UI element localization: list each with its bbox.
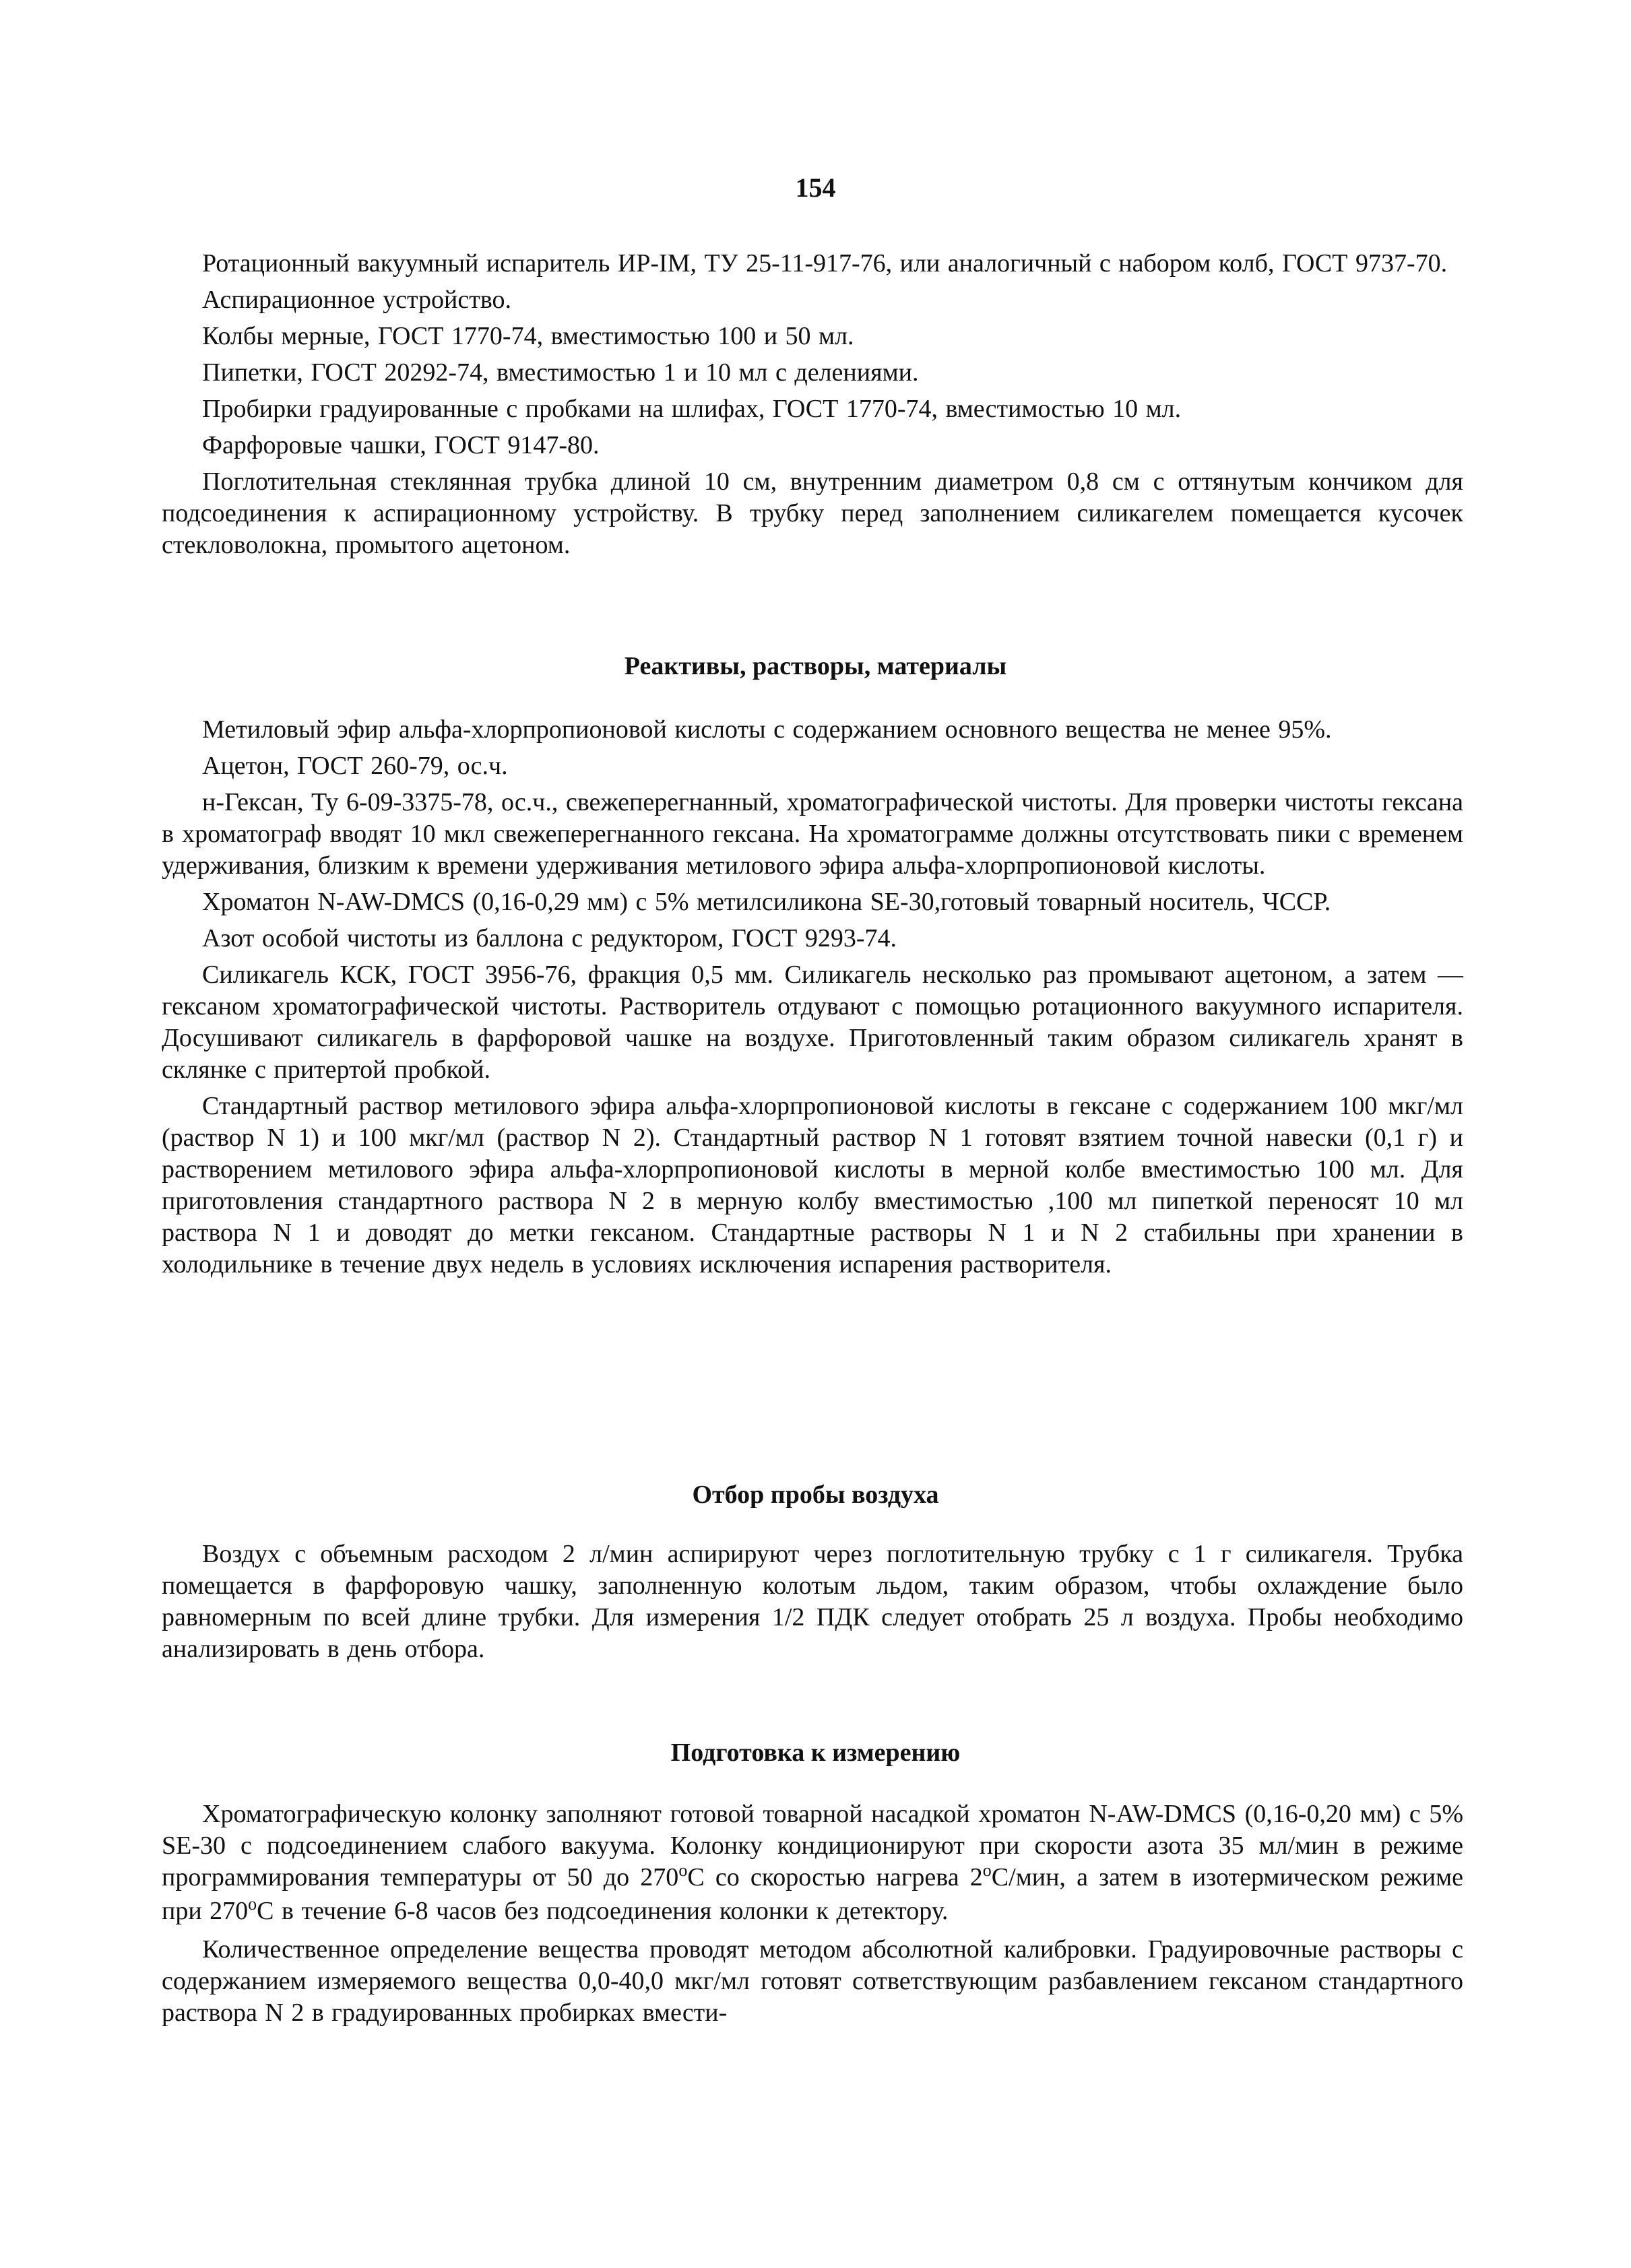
section-heading-reagents: Реактивы, растворы, материалы <box>624 652 1007 680</box>
section-heading-sampling: Отбор пробы воздуха <box>692 1481 939 1509</box>
preparation-section <box>162 1799 1463 2034</box>
text-run: С в течение 6-8 часов без подсоединения колонки к детектору. <box>257 1897 949 1925</box>
degree-superscript: о <box>982 1860 992 1880</box>
equipment-item: Фарфоровые чашки, ГОСТ 9147-80. <box>202 431 600 459</box>
reagent-paragraph: Стандартный раствор метилового эфира альфа-хлорпропионовой кислоты в гексане с содержанием 100 мкг/мл (раствор N 1) и 100 мкг/мл (раствор N 2). Стандартный раствор N 1 готовят взятием точной навески (0,1 г) и растворением метилового эфира альфа-хлорпропионовой кислоты в мерной колбе вместимостью 100 мл. Для приготовления стандартного раствора N 2 в мерную колбу вместимостью ,100 мл пипеткой переносят 10 мл раствора N 1 и доводят до метки гексаном. Стандартные растворы N 1 и N 2 стабильны при хранении в холодильнике в течение двух недель в условиях исключения испарения растворителя. <box>162 1092 1463 1278</box>
equipment-item: Поглотительная стеклянная трубка длиной 10 см, внутренним диаметром 0,8 см с оттянутым кончиком для подсоединения к аспирационному устройству. В трубку перед заполнением силикагелем помещается кусочек стекловолокна, промытого ацетоном. <box>162 467 1463 559</box>
reagent-paragraph: Азот особой чистоты из баллона с редуктором, ГОСТ 9293-74. <box>202 924 897 952</box>
equipment-item: Пробирки градуированные с пробками на шлифах, ГОСТ 1770-74, вместимостью 10 мл. <box>202 395 1182 423</box>
reagents-section <box>162 714 1463 1285</box>
equipment-item: Пипетки, ГОСТ 20292-74, вместимостью 1 и 10 мл с делениями. <box>202 358 919 387</box>
text-run: С/мин, а затем в изотермическом режиме при 270 <box>162 1863 1464 1925</box>
reagent-paragraph: Хроматон N-AW-DMCS (0,16-0,29 мм) с 5% метилсиликона SE-30,готовый товарный носитель, ЧССР. <box>202 888 1331 916</box>
reagent-paragraph: Силикагель КСК, ГОСТ 3956-76, фракция 0,5 мм. Силикагель несколько раз промывают ацетоном, а затем — гексаном хроматографической чистоты. Растворитель отдувают с помощью ротационного вакуумного испарителя. Досушивают силикагель в фарфоровой чашке на воздухе. Приготовленный таким образом силикагель хранят в склянке с притертой пробкой. <box>162 961 1463 1084</box>
sampling-paragraph: Воздух с объемным расходом 2 л/мин аспирируют через поглотительную трубку с 1 г силикагеля. Трубка помещается в фарфоровую чашку, заполненную колотым льдом, таким образом, чтобы охлаждение было равномерным по всей длине трубки. Для измерения 1/2 ПДК следует отобрать 25 л воздуха. Пробы необходимо анализировать в день отбора. <box>162 1540 1463 1663</box>
degree-superscript: о <box>678 1860 688 1880</box>
text-run: Хроматографическую колонку заполняют готовой товарной насадкой хроматон N-AW-DMCS (0,16-0,20 мм) с 5% SE-30 с подсоединением слабого вакуума. Колонку кондиционируют при скорости азота 35 мл/мин в режиме программирования температуры от 50 до 270 <box>162 1800 1463 1891</box>
equipment-item: Аспирационное устройство. <box>202 286 512 314</box>
sampling-section <box>162 1538 1463 1670</box>
page-number: 154 <box>795 172 836 203</box>
degree-superscript: о <box>248 1894 257 1914</box>
text-run: С со скоростью нагрева 2 <box>687 1863 983 1891</box>
equipment-item: Колбы мерные, ГОСТ 1770-74, вместимостью 100 и 50 мл. <box>202 322 854 350</box>
equipment-item: Ротационный вакуумный испаритель ИР-IM, ТУ 25-11-917-76, или аналогичный с набором колб, ГОСТ 9737-70. <box>202 249 1448 278</box>
equipment-list <box>162 248 1463 566</box>
preparation-paragraph: Количественное определение вещества проводят методом абсолютной калибровки. Градуировочные растворы с содержанием измеряемого вещества 0,0-40,0 мкг/мл готовят сответствующим разбавлением гексаном стандартного раствора N 2 в градуированных пробирках вмести- <box>162 1935 1463 2027</box>
reagent-paragraph: Ацетон, ГОСТ 260-79, ос.ч. <box>202 752 508 780</box>
reagent-paragraph: Метиловый эфир альфа-хлорпропионовой кислоты с содержанием основного вещества не менее 95%. <box>202 715 1332 744</box>
section-heading-preparation: Подготовка к измерению <box>670 1739 961 1767</box>
reagent-paragraph: н-Гексан, Ту 6-09-3375-78, ос.ч., свежеперегнанный, хроматографической чистоты. Для проверки чистоты гексана в хроматограф вводят 10 мкл свежеперегнанного гексана. На хроматограмме должны отсутствовать пики с временем удерживания, близким к времени удерживания метилового эфира альфа-хлорпропионовой кислоты. <box>162 788 1463 880</box>
preparation-paragraph <box>162 1799 1463 1929</box>
